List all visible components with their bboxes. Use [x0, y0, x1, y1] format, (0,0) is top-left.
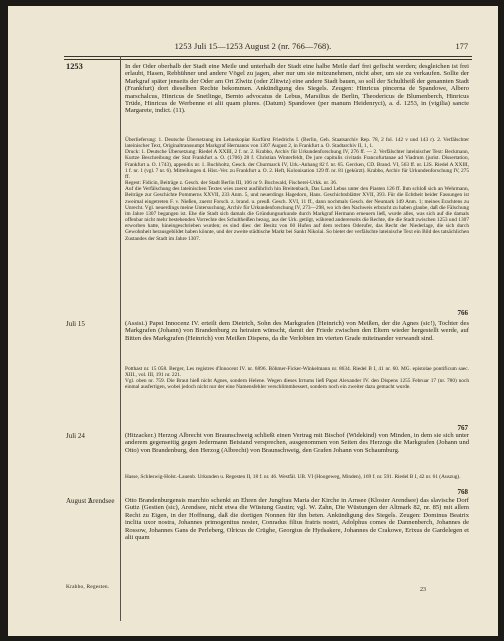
entry-769-place: Arendsee [88, 497, 115, 505]
page-number: 177 [455, 42, 468, 51]
year-marker: 1253 [66, 62, 83, 71]
entry-767-date: Juli 15 [66, 320, 85, 328]
entry-766-text: In der Oder oberhalb der Stadt eine Meile und unterhalb der Stadt eine halbe Meile darf frei gefischt werden; desgleichen ist frei erlaubt, Hasen, Rebhühner und andere Vögel zu jagen, aber nur um sie mitzunehmen, nicht aber, um sie zu verkaufen. Sollte der Markgraf später jenseits der Oder am Ort Zlwitz (oder Zlitwiz) eine andere Stadt bauen, so soll der Schultheiß der genannten Stadt (Frankfurt) dort dieselben Rechte bekommen. Ankündigung des Siegels. Zeugen: Hinricus pincerna de Spandowe, Albero marschalcus, Hinricus de Snetlinge, Bernto advocatus de Lebus, Marsilius de Berlin, Theodericus de Blumenberch, Hinricus Trüde, Hinricus de Werbenne et alii quam plures. (Datum) Spandowe (per manum Heidenryci), a. d. 1253, in (vigilia) sancte Margarete, indict. (11). [125, 63, 469, 115]
entry-769-text: Otto Brandenburgensis marchio schenkt an Ehren der Jungfrau Maria der Kirche in Arnsee (Kloster Arendsee) das slavische Dorf Gutiz (Gestien (sic), Arendsee, nicht etwa die Wüstung Gustin; vgl. W. Zahn, Die Wüstungen der Altmark 82, nr. 85) mit allem Recht zu Eigen, in der Hoffnung, daß die dortigen Nonnen für ihn beten. Ankündigung des Siegels. Zeugen: Dominus Beatrix inclita uxor nostra, Johannes primogenitus noster, Conradus filius fratris nostri, Adolphus comes de Dannenberch, Johannes de Rossow, Johannes Gans de Perleberg, Olricus de Crüghe, Georgius de Hydsakere, Johannes de Crakowe, Erixus de Gardelegen et alii quam [125, 497, 469, 542]
signature-mark: 23 [420, 587, 426, 593]
running-header [8, 42, 498, 54]
entry-766-notes [125, 137, 469, 242]
entry-768-notes: Hasse, Schleswig-Holst.-Lauenb. Urkunden u. Regesten II, 18 f. nr. 46. Westfäl. UB. VI (Hoogeweg, Minden), 169 f. nr. 591. Riedel B I, 42 nr. 61 (Auszug). [125, 474, 461, 480]
margin-column-rule [120, 56, 121, 621]
header-rule-double [64, 59, 472, 60]
header-title: 1253 Juli 15—1253 August 2 (nr. 766—768). [174, 42, 332, 51]
entry-768-date: Juli 24 [66, 432, 85, 440]
entry-767-sources: Potthast nr. 15 058. Berger, Les registres d'Innocent IV. nr. 6896. Böhmer-Ficker-Winkelmann nr. 8634. Riedel B I, 41 nr. 60. MG. epistolae pontificum saec. XIII., vol. III, 191 nr. 221. [125, 366, 469, 379]
entry-number-767: 767 [457, 424, 468, 432]
entry-766-commentary: Auf die Verfälschung des lateinischen Textes wies zuerst ausführlich hin Breitenbach, Das Land Lebus unter den Piasten 126 ff. Ihm schloß sich an Wehrmann, Beiträge zur Geschichte Pommerns XXVII, 233 Anm. 5, und neuerdings Hagedorn, Hans. Geschichtsblätter XVII, 393. Für die Echtheit beider Fassungen ist zweimal eingetreten F. v. Nießen, zuerst Forsch. z. brand. u. preuß. Gesch. XVI, 11 ff., dann nochmals Gesch. der Neumark 149 Anm. 1; meines Erachtens zu Unrecht. Vgl. neuerdings meine Untersuchung, Archiv für Urkundenforschung IV, 273—298, wo ich den Nachweis erbracht zu haben glaube, daß die Fälschung im Jahre 1307 begangen ist. Ehe die Stadt sich damals die Gründungsurkunde durch Markgraf Hermann erneuern ließ, wurde alles, was sich auf die damals offenbar nicht mehr bestehenden Vorrechte des Schultheißen bezog, aus der Urk. getilgt, während andererseits die Rechte, die die Stadt zwischen 1253 und 1307 erworben hatte, hineingeschrieben wurden; es sind dies: der Besitz von 60 Hufen auf dem rechten Oderufer, das Recht der Niederlage, die sich durch Gewohnheit herausgebildet haben könnte, und der zweite städtische Markt bei Sankt Nikolai. So bietet der verfälschte lateinische Text ein Bild des tatsächlichen Zustandes der Stadt im Jahre 1307. [125, 186, 469, 242]
document-page [8, 6, 498, 636]
entry-767-commentary: Vgl. oben nr. 759. Die Braut hieß nicht Agnes, sondern Helene. Wegen dieses Irrtums ließ Papst Alexander IV. den Dispens 1255 Februar 17 (nr. 780) noch einmal ausfertigen, wobei jedoch nicht nur der eine Namensfehler verschlimmbessert, sondern noch ein zweiter dazu gemacht wurde. [125, 378, 469, 391]
entry-767-text: (Assisi.) Papst Innocenz IV. erteilt dem Dietrich, Sohn des Markgrafen (Heinrich) von Meißen, der die Agnes (sic!), Tochter des Markgrafen (Johann) von Brandenburg zu heiraten wünscht, damit der Friede zwischen den Eltern wieder hergestellt werde, auf Bitten des Markgrafen (Heinrich) von Meißen Dispens, da die Verlobten im vierten Grade miteinander verwandt sind. [125, 320, 469, 342]
entry-768-text: (Hitzacker.) Herzog Albrecht von Braunschweig schließt einen Vertrag mit Bischof (Widekind) von Minden, in dem sie sich unter anderem gegenseitig gegen Jedermann Beistand versprechen, ausgenommen von Seiten des Herzogs die Markgrafen (Johann und Otto) von Brandenburg, den Herzog (Albrecht) von Braunschweig, den Grafen Johann von Schaumburg. [125, 432, 469, 454]
source-footnote: Krabbo, Regesten. [66, 584, 110, 590]
entry-766-print: Druck: 1. Deutsche Übersetzung: Riedel A XXIII, 2 f. nr. 2. Krabbo, Archiv für Urkundenforschung IV, 276 ff. — 2. Verfälschter lateinischer Text: Beckmann, Kurtze Beschreibung der Stat Frankfurt a. O. (1706) 28 f. Christian Winterfeldt, De jure capitulis civitatis Francofurtanae ad Viadrum (jurist. Dissertation, Frankfurt a. O. 1743), appendix nr. 1. Buchholtz, Gesch. der Churmarck IV, Urk.-Anhang 82 f. nr. 65. Gercken, CD. Brand. VI, 563 ff. nr. LIS. Riedel A XXIII, 1 f. nr. 1 (vgl. 7 nr. 6). Mitteilungen d. Hist.-Ver. zu Frankfurt a. O. 2. Heft, Kolonisation 129 ff. nr. 81 (gekürzt). Krabbo, Archiv für Urkundenforschung IV, 275 ff. [125, 149, 469, 180]
entry-766-tradition: Überlieferung: 1. Deutsche Übersetzung im Lehnskopiar Kurfürst Friedrichs I. (Berlin, Geh. Staatsarchiv Rep. 78, 2 fol. 142 v und 143 r). 2. Verfälschter lateinischer Text, Originaltranssumpt Markgraf Hermanns von 1307 August 2, in Frankfurt a. O. Stadtarchiv II, 1, 1. [125, 137, 469, 150]
header-rule [64, 56, 472, 57]
entry-769-date: August 2 [66, 497, 92, 505]
entry-767-notes [125, 366, 469, 391]
entry-number-766: 766 [457, 309, 468, 317]
entry-766-regest: Regest: Fidicin, Beiträge z. Gesch. der Stadt Berlin III, 106 nr 9. Buchwald, Fischerei-Urkk. nr. 36. [125, 180, 338, 187]
entry-number-768: 768 [457, 488, 468, 496]
